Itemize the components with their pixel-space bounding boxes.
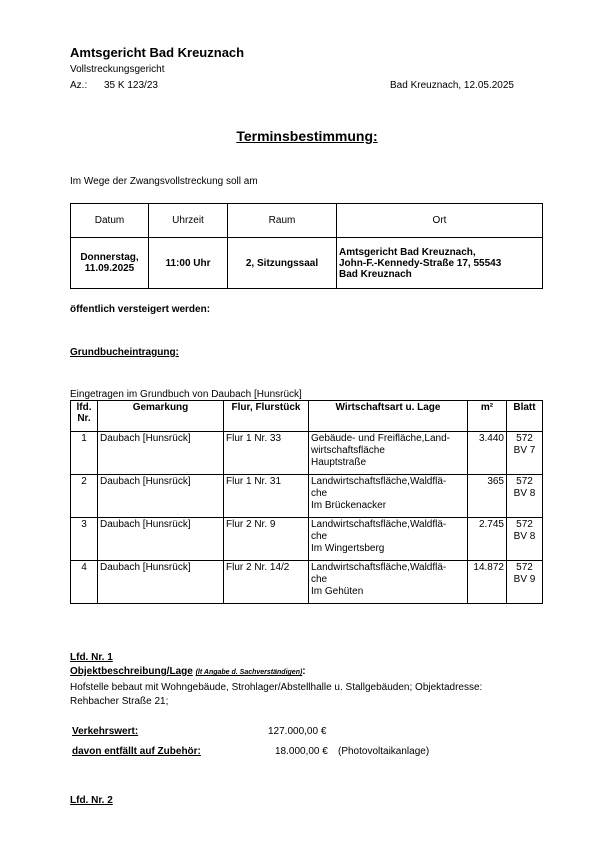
parcels-row: [71, 475, 543, 518]
parcel-wirtschaftsart-line2: wirtschaftsfläche: [311, 445, 385, 456]
object-description-heading: [70, 666, 306, 677]
object-description-text-line2: Rehbacher Straße 21;: [70, 696, 169, 707]
parcels-header-lfd-line2: Nr.: [77, 413, 91, 424]
parcels-header-row: [71, 401, 543, 432]
parcels-row: [71, 432, 543, 475]
parcel-gemarkung: Daubach [Hunsrück]: [98, 561, 224, 604]
parcel-wirtschaftsart: [309, 432, 468, 475]
appointment-table: [70, 203, 543, 289]
appointment-room: 2, Sitzungssaal: [228, 238, 337, 289]
parcel-area: 3.440: [468, 432, 507, 475]
parcel-blatt-bv: BV 9: [513, 574, 536, 585]
parcel-wirtschaftsart-line2: che: [311, 488, 328, 499]
parcel-blatt: [507, 432, 543, 475]
object-description-source: (lt Angabe d. Sachverständigen): [195, 669, 303, 676]
parcel-wirtschaftsart-line1: Gebäude- und Freifläche,Land-: [311, 433, 450, 444]
parcel-wirtschaftsart-line1: Landwirtschaftsfläche,Waldflä-: [311, 476, 447, 487]
parcel-blatt-number: 572: [516, 433, 533, 444]
parcel-blatt-number: 572: [516, 562, 533, 573]
parcel-gemarkung: Daubach [Hunsrück]: [98, 432, 224, 475]
parcel-gemarkung: Daubach [Hunsrück]: [98, 475, 224, 518]
parcel-area: 14.872: [468, 561, 507, 604]
parcels-row: [71, 518, 543, 561]
accessories-label: davon entfällt auf Zubehör:: [72, 746, 201, 757]
parcel-blatt: [507, 475, 543, 518]
parcel-nr: 1: [71, 432, 98, 475]
appointment-header-row: [71, 204, 543, 238]
document-title: Terminsbestimmung:: [236, 128, 378, 144]
parcels-header-lfd-line1: lfd.: [76, 402, 92, 413]
parcel-flur: Flur 2 Nr. 9: [224, 518, 309, 561]
parcel-blatt-bv: BV 8: [513, 531, 536, 542]
parcels-header-wirtschaftsart: Wirtschaftsart u. Lage: [309, 401, 468, 432]
appointment-header-uhrzeit: Uhrzeit: [149, 204, 228, 238]
lfd-nr-2-heading: Lfd. Nr. 2: [70, 795, 113, 806]
parcel-lage: Im Brückenacker: [311, 500, 387, 511]
parcel-blatt-number: 572: [516, 519, 533, 530]
parcel-wirtschaftsart-line2: che: [311, 574, 328, 585]
auction-statement: öffentlich versteigert werden:: [70, 304, 211, 315]
appointment-date-weekday: Donnerstag,: [80, 252, 139, 263]
appointment-header-ort: Ort: [337, 204, 543, 238]
parcel-nr: 2: [71, 475, 98, 518]
parcel-area: 2.745: [468, 518, 507, 561]
appointment-date: [71, 238, 149, 289]
parcels-row: [71, 561, 543, 604]
land-register-text: Eingetragen im Grundbuch von Daubach [Hunsrück]: [70, 389, 302, 400]
appointment-place-line1: Amtsgericht Bad Kreuznach,: [339, 246, 476, 258]
parcel-blatt: [507, 561, 543, 604]
court-name: Amtsgericht Bad Kreuznach: [70, 45, 245, 60]
parcel-wirtschaftsart: [309, 475, 468, 518]
court-department: Vollstreckungsgericht: [70, 64, 165, 75]
parcels-header-flur: Flur, Flurstück: [224, 401, 309, 432]
parcel-flur: Flur 1 Nr. 33: [224, 432, 309, 475]
parcel-blatt: [507, 518, 543, 561]
parcel-lage: Hauptstraße: [311, 457, 367, 468]
accessories-note: (Photovoltaikanlage): [338, 746, 430, 757]
parcel-nr: 4: [71, 561, 98, 604]
parcel-wirtschaftsart-line1: Landwirtschaftsfläche,Waldflä-: [311, 519, 447, 530]
parcel-wirtschaftsart-line2: che: [311, 531, 328, 542]
parcel-gemarkung: Daubach [Hunsrück]: [98, 518, 224, 561]
parcel-area: 365: [468, 475, 507, 518]
object-description-colon: :: [302, 666, 306, 677]
parcel-flur: Flur 1 Nr. 31: [224, 475, 309, 518]
accessories-value: 18.000,00 €: [275, 746, 328, 757]
parcel-blatt-bv: BV 7: [513, 445, 536, 456]
parcels-header-lfd: [71, 401, 98, 432]
appointment-place-line3: Bad Kreuznach: [339, 268, 412, 280]
parcel-lage: Im Gehüten: [311, 586, 364, 597]
appointment-header-raum: Raum: [228, 204, 337, 238]
object-description-label: Objektbeschreibung/Lage: [70, 666, 193, 677]
appointment-time: 11:00 Uhr: [149, 238, 228, 289]
parcel-blatt-number: 572: [516, 476, 533, 487]
parcel-nr: 3: [71, 518, 98, 561]
parcels-header-blatt: Blatt: [507, 401, 543, 432]
parcel-wirtschaftsart-line1: Landwirtschaftsfläche,Waldflä-: [311, 562, 447, 573]
parcels-table: [70, 400, 543, 604]
market-value-label: Verkehrswert:: [72, 726, 139, 737]
place-date: Bad Kreuznach, 12.05.2025: [390, 80, 514, 91]
case-number-label: Az.:: [70, 80, 88, 91]
appointment-header-datum: Datum: [71, 204, 149, 238]
parcel-wirtschaftsart: [309, 561, 468, 604]
parcel-flur: Flur 2 Nr. 14/2: [224, 561, 309, 604]
parcels-header-gemarkung: Gemarkung: [98, 401, 224, 432]
parcel-wirtschaftsart: [309, 518, 468, 561]
lfd-nr-1-heading: Lfd. Nr. 1: [70, 652, 113, 663]
parcel-lage: Im Wingertsberg: [311, 543, 385, 554]
appointment-place-line2: John-F.-Kennedy-Straße 17, 55543: [339, 257, 502, 269]
object-description-text-line1: Hofstelle bebaut mit Wohngebäude, Strohlager/Abstellhalle u. Stallgebäuden; Objektadresse:: [70, 682, 483, 693]
parcel-blatt-bv: BV 8: [513, 488, 536, 499]
case-number: 35 K 123/23: [104, 80, 158, 91]
land-register-heading: Grundbucheintragung:: [70, 347, 179, 358]
parcels-header-m2: m²: [468, 401, 507, 432]
appointment-date-day: 11.09.2025: [84, 263, 135, 274]
appointment-row: [71, 238, 543, 289]
intro-text: Im Wege der Zwangsvollstreckung soll am: [70, 176, 258, 187]
market-value: 127.000,00 €: [268, 726, 327, 737]
appointment-place: [337, 238, 543, 289]
